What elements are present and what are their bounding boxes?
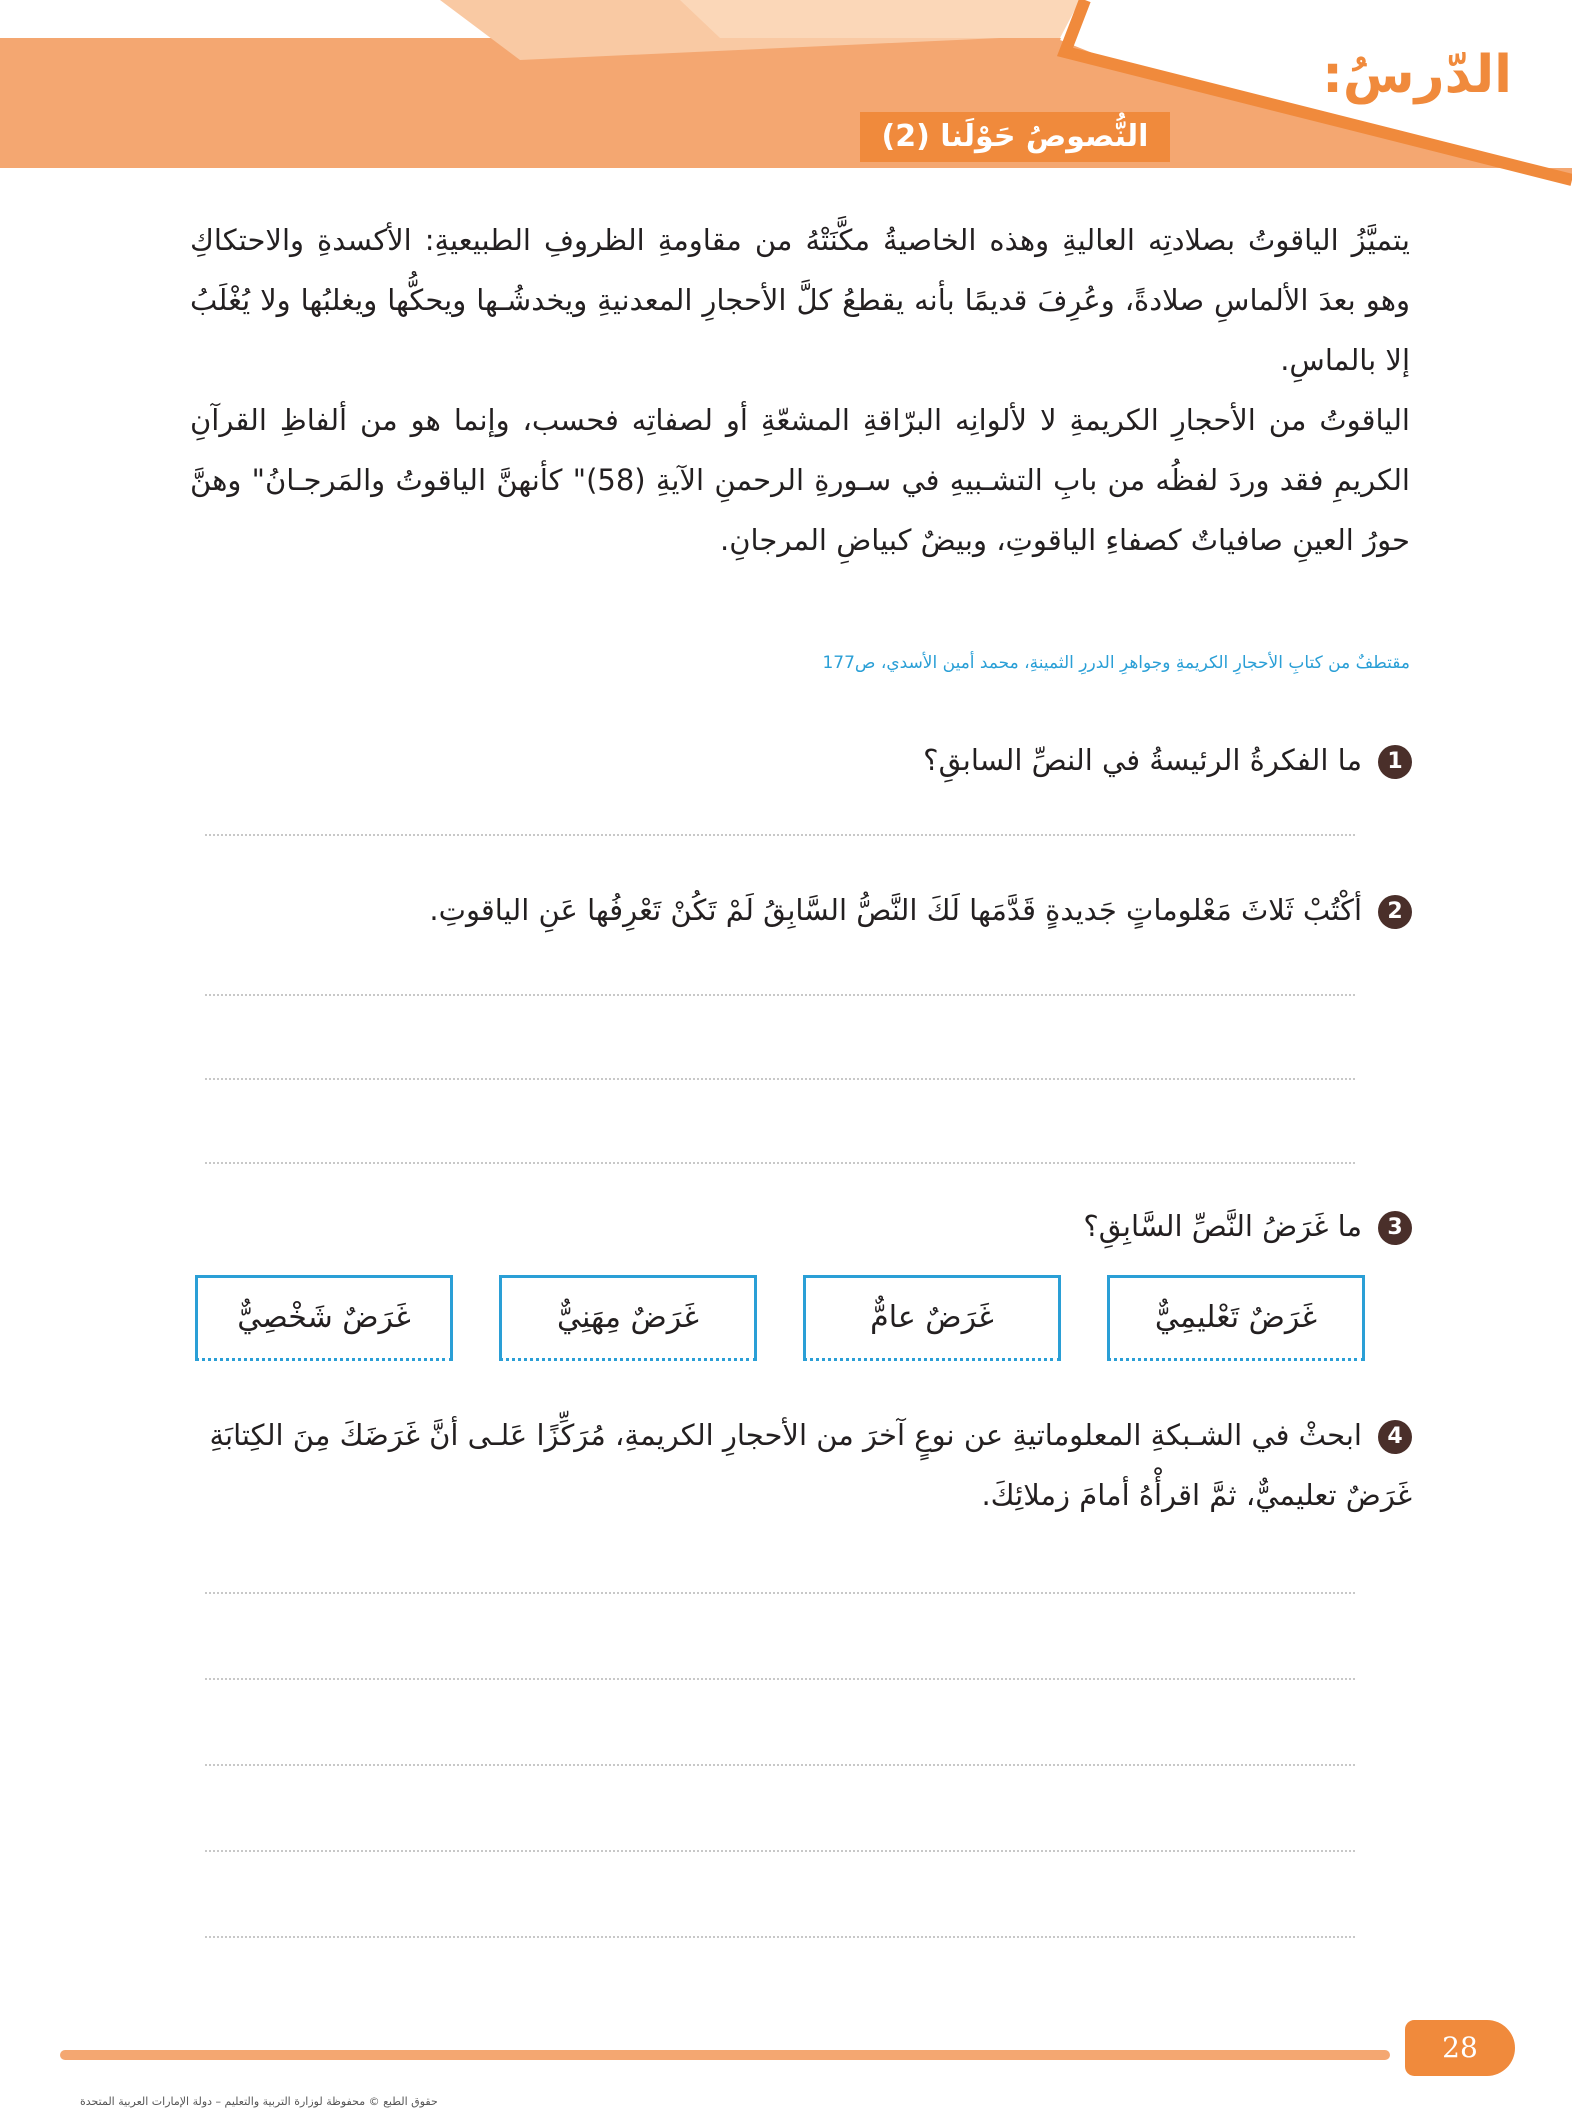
header-light-shape-2 bbox=[680, 0, 1080, 38]
reading-passage bbox=[190, 210, 1410, 570]
question-2-text: أكْتُبْ ثَلاثَ مَعْلوماتٍ جَديدةٍ قَدَّمَها لَكَ النَّصُّ السَّابِقُ لَمْ تَكُنْ تَعْرِفُها عَنِ الياقوتِ. bbox=[429, 893, 1362, 927]
option-general[interactable]: غَرَضٌ عامٌّ bbox=[803, 1275, 1061, 1361]
answer-line-q2-1[interactable] bbox=[205, 994, 1355, 996]
question-1 bbox=[172, 730, 1412, 790]
passage-paragraph-2: الياقوتُ من الأحجارِ الكريمةِ لا لألوانِه البرّاقةِ المشعّةِ أو لصفاتِه فحسب، وإنما هو من ألفاظِ القرآنِ الكريمِ فقد وردَ لفظُه من بابِ التشـبيهِ في سـورةِ الرحمنِ الآيةِ (58)" كأنهنَّ الياقوتُ والمَرجـانُ" وهنَّ حورُ العينِ صافياتٌ كصفاءِ الياقوتِ، وبيضٌ كبياضِ المرجانِ. bbox=[190, 403, 1410, 557]
question-number-1: 1 bbox=[1378, 745, 1412, 779]
option-educational[interactable]: غَرَضٌ تَعْليمِيٌّ bbox=[1107, 1275, 1365, 1361]
option-professional[interactable]: غَرَضٌ مِهَنِيٌّ bbox=[499, 1275, 757, 1361]
question-3 bbox=[172, 1196, 1412, 1256]
purpose-options bbox=[195, 1275, 1365, 1365]
question-number-2: 2 bbox=[1378, 895, 1412, 929]
question-4-text: ابحثْ في الشـبكةِ المعلوماتيةِ عن نوعٍ آخرَ من الأحجارِ الكريمةِ، مُرَكِّزًا عَلـى أنَّ غَرَضَكَ مِنَ الكِتابَةِ غَرَضٌ تعليميٌّ، ثمَّ اقرأْهُ أمامَ زملائِكَ. bbox=[209, 1418, 1412, 1512]
answer-line-q4-3[interactable] bbox=[205, 1764, 1355, 1766]
question-number-4: 4 bbox=[1378, 1420, 1412, 1454]
footer-bar bbox=[60, 2050, 1390, 2060]
question-2 bbox=[172, 880, 1412, 940]
question-number-3: 3 bbox=[1378, 1211, 1412, 1245]
answer-line-q4-2[interactable] bbox=[205, 1678, 1355, 1680]
question-1-text: ما الفكرةُ الرئيسةُ في النصِّ السابقِ؟ bbox=[923, 743, 1362, 777]
option-personal[interactable]: غَرَضٌ شَخْصِيٌّ bbox=[195, 1275, 453, 1361]
answer-line-q2-2[interactable] bbox=[205, 1078, 1355, 1080]
lesson-title: النُّصوصُ حَوْلَنا (2) bbox=[881, 119, 1149, 154]
answer-line-q1[interactable] bbox=[205, 834, 1355, 836]
answer-line-q2-3[interactable] bbox=[205, 1162, 1355, 1164]
answer-line-q4-4[interactable] bbox=[205, 1850, 1355, 1852]
question-4 bbox=[172, 1405, 1412, 1525]
answer-line-q4-5[interactable] bbox=[205, 1936, 1355, 1938]
answer-line-q4-1[interactable] bbox=[205, 1592, 1355, 1594]
page-number: 28 bbox=[1405, 2020, 1515, 2076]
passage-paragraph-1: يتميَّزُ الياقوتُ بصلادتِه العاليةِ وهذه الخاصيةُ مكَّنَتْهُ من مقاومةِ الظروفِ الطبيعيةِ: الأكسدةِ والاحتكاكِ وهو بعدَ الألماسِ صلادةً، وعُرِفَ قديمًا بأنه يقطعُ كلَّ الأحجارِ المعدنيةِ ويخدشُـها ويحكُّها ويغلبُها ولا يُغْلَبُ إلا بالماسِ. bbox=[190, 223, 1410, 377]
question-3-text: ما غَرَضُ النَّصِّ السَّابِقِ؟ bbox=[1083, 1209, 1362, 1243]
passage-source: مقتطفٌ من كتابِ الأحجارِ الكريمةِ وجواهرِ الدررِ الثمينةِ، محمد أمين الأسدي، ص177 bbox=[822, 653, 1410, 673]
lesson-label: الدّرسُ: bbox=[1322, 45, 1512, 105]
copyright-note: حقوق الطبع © محفوظة لوزارة التربية والتعليم – دولة الإمارات العربية المتحدة bbox=[80, 2095, 438, 2108]
